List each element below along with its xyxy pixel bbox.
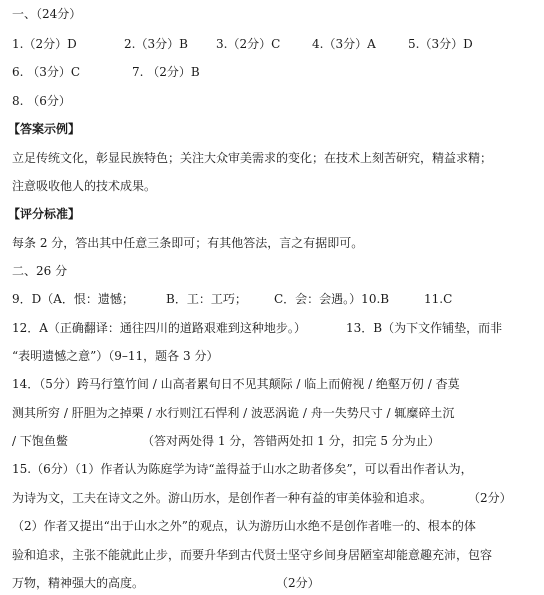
- answer-3: 3.（2分）C: [216, 37, 281, 51]
- example-line-1: 立足传统文化，彰显民族特色；关注大众审美需求的变化；在技术上刻苦研究，精益求精；: [12, 151, 493, 165]
- q11-answer: 11.C: [424, 292, 453, 306]
- question-8-label: 8. （6分）: [12, 94, 71, 108]
- q14-line-3: / 下饱鱼鳖: [12, 434, 68, 448]
- answer-5: 5.（3分）D: [408, 37, 473, 51]
- criteria-text: 每条 2 分，答出其中任意三条即可；有其他答法，言之有据即可。: [12, 236, 364, 250]
- answer-4: 4.（3分）A: [312, 37, 376, 51]
- q15-line-1: 15.（6分）（1）作者认为陈庭学为诗“盖得益于山水之助者侈矣”，可以看出作者认为，: [12, 462, 473, 476]
- q14-line-1: 14．（5分）跨马行篁竹间 / 山高者累旬日不见其颠际 / 临上而俯视 / 绝壑万仞 / 杳莫: [12, 377, 460, 391]
- answer-1: 1.（2分）D: [12, 37, 77, 51]
- section2-heading: 二、26 分: [12, 264, 68, 278]
- answer-2: 2.（3分）B: [124, 37, 188, 51]
- criteria-title: 【评分标准】: [8, 207, 81, 221]
- q12-answer: 12．A（正确翻译：通往四川的道路艰难到这种地步。）: [12, 321, 306, 335]
- q15-line-4: 验和追求，主张不能就此止步，而要升华到古代贤士坚守乡间身居陋室却能意趣充沛，包容: [12, 548, 493, 562]
- q15-line-5-score: （2分）: [276, 576, 320, 590]
- q14-line-2: 测其所穷 / 肝胆为之掉栗 / 水行则江石悍利 / 波恶涡诡 / 舟一失势尺寸 / 辄糜碎土沉: [12, 406, 455, 420]
- example-line-2: 注意吸收他人的技术成果。: [12, 179, 157, 193]
- q9-option-b: B．工：工巧；: [166, 292, 247, 306]
- q15-line-2: 为诗为文，工夫在诗文之外。游山历水，是创作者一种有益的审美体验和追求。: [12, 491, 433, 505]
- q13-continued: “表明遗憾之意”）（9–11，题各 3 分）: [12, 349, 219, 363]
- answer-7: 7. （2分）B: [132, 65, 200, 79]
- q9-option-a: 9．D（A．恨：遗憾；: [12, 292, 134, 306]
- q15-line-2-score: （2分）: [468, 491, 512, 505]
- q9-option-c: C．会：会遇。）10.B: [274, 292, 390, 306]
- q13-answer: 13．B（为下文作铺垫，而非: [346, 321, 503, 335]
- example-title: 【答案示例】: [8, 122, 81, 136]
- q15-line-5: 万物，精神强大的高度。: [12, 576, 145, 590]
- section1-heading: 一、（24分）: [12, 7, 82, 21]
- q15-line-3: （2）作者又提出“出于山水之外”的观点，认为游历山水绝不是创作者唯一的、根本的体: [12, 519, 476, 533]
- q14-scoring-note: （答对两处得 1 分，答错两处扣 1 分，扣完 5 分为止）: [142, 434, 440, 448]
- answer-6: 6. （3分）C: [12, 65, 81, 79]
